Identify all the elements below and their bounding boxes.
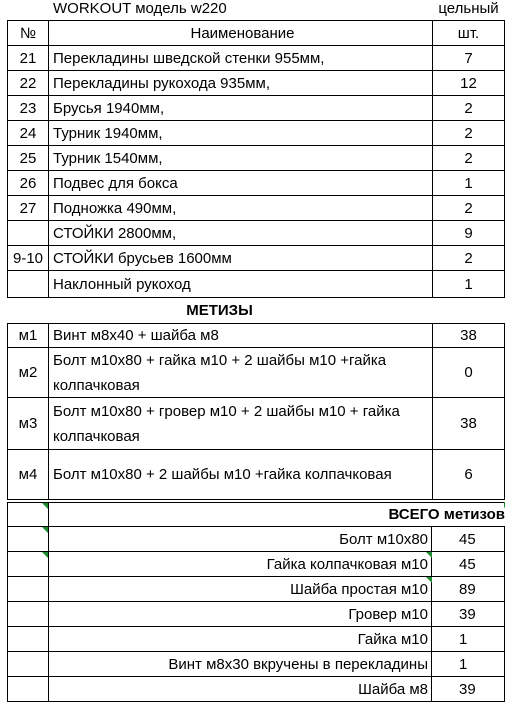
part-qty[interactable]: 12 — [432, 71, 505, 96]
totals-num[interactable] — [7, 627, 49, 652]
totals-qty[interactable]: 1 — [432, 627, 505, 652]
part-num[interactable]: 24 — [7, 121, 49, 146]
table-row — [0, 146, 510, 171]
totals-label[interactable]: Шайба м8 — [49, 677, 432, 702]
table-row — [0, 171, 510, 196]
part-num[interactable]: 27 — [7, 196, 49, 221]
table-row — [0, 527, 510, 552]
table-row — [0, 121, 510, 146]
table-row — [0, 196, 510, 221]
table-row — [0, 246, 510, 271]
part-num[interactable]: 25 — [7, 146, 49, 171]
comment-marker-icon — [42, 552, 48, 558]
totals-label[interactable]: Гайка м10 — [49, 627, 432, 652]
part-num[interactable]: 26 — [7, 171, 49, 196]
comment-marker-icon — [426, 577, 432, 583]
hardware-name[interactable]: Болт м10х80 + 2 шайбы м10 +гайка колпачковая — [49, 450, 432, 500]
part-qty[interactable]: 9 — [432, 221, 505, 246]
hardware-qty[interactable]: 38 — [432, 323, 505, 348]
part-name[interactable]: Перекладины рукохода 935мм, — [49, 71, 432, 96]
part-qty[interactable]: 2 — [432, 146, 505, 171]
part-qty[interactable]: 2 — [432, 246, 505, 271]
totals-label[interactable]: Гровер м10 — [49, 602, 432, 627]
part-qty[interactable]: 2 — [432, 96, 505, 121]
totals-empty-num[interactable] — [7, 502, 49, 527]
hardware-name[interactable]: Болт м10х80 + гровер м10 + 2 шайбы м10 + гайка колпачковая — [49, 398, 432, 450]
totals-label[interactable]: Винт м8х30 вкручены в перекладины — [49, 652, 432, 677]
table-row — [0, 652, 510, 677]
totals-title-edge — [504, 502, 505, 527]
part-name[interactable]: Подвес для бокса — [49, 171, 432, 196]
hardware-name[interactable]: Винт м8х40 + шайба м8 — [49, 323, 432, 348]
part-num[interactable] — [7, 271, 49, 298]
table-row — [0, 271, 510, 298]
part-name[interactable]: СТОЙКИ 2800мм, — [49, 221, 432, 246]
table-row — [0, 71, 510, 96]
part-name[interactable]: Турник 1540мм, — [49, 146, 432, 171]
part-num[interactable] — [7, 221, 49, 246]
table-row — [0, 602, 510, 627]
part-num[interactable]: 23 — [7, 96, 49, 121]
totals-qty[interactable]: 39 — [432, 602, 505, 627]
table-row — [0, 348, 510, 398]
hardware-num[interactable]: м1 — [7, 323, 49, 348]
table-row — [0, 221, 510, 246]
part-qty[interactable]: 1 — [432, 171, 505, 196]
part-qty[interactable]: 2 — [432, 121, 505, 146]
hardware-qty[interactable]: 38 — [432, 398, 505, 450]
totals-qty[interactable]: 39 — [432, 677, 505, 702]
comment-marker-icon — [42, 503, 48, 509]
totals-qty[interactable]: 45 — [432, 552, 505, 577]
table-row — [0, 677, 510, 702]
comment-marker-icon — [504, 502, 505, 508]
table-row — [0, 46, 510, 71]
table-row — [0, 323, 510, 348]
header-qty[interactable]: шт. — [432, 20, 505, 46]
table-row — [0, 398, 510, 450]
part-name[interactable]: Наклонный рукоход — [49, 271, 432, 298]
comment-marker-icon — [426, 552, 432, 558]
section-title-row — [0, 298, 510, 323]
totals-qty[interactable]: 45 — [432, 527, 505, 552]
hardware-qty[interactable]: 0 — [432, 348, 505, 398]
title-row — [0, 0, 510, 20]
part-qty[interactable]: 2 — [432, 196, 505, 221]
totals-num[interactable] — [7, 552, 49, 577]
table-row — [0, 450, 510, 500]
type-label: цельный — [438, 0, 499, 17]
totals-qty[interactable]: 1 — [432, 652, 505, 677]
column-header-row — [0, 20, 510, 46]
totals-num[interactable] — [7, 677, 49, 702]
hardware-num[interactable]: м3 — [7, 398, 49, 450]
table-row — [0, 96, 510, 121]
totals-title[interactable]: ВСЕГО метизов — [49, 502, 505, 527]
part-qty[interactable]: 7 — [432, 46, 505, 71]
hardware-num[interactable]: м4 — [7, 450, 49, 500]
totals-label[interactable]: Шайба простая м10 — [49, 577, 432, 602]
part-num[interactable]: 9-10 — [7, 246, 49, 271]
totals-title-row — [0, 502, 510, 527]
totals-num[interactable] — [7, 602, 49, 627]
part-name[interactable]: Подножка 490мм, — [49, 196, 432, 221]
part-name[interactable]: Перекладины шведской стенки 955мм, — [49, 46, 432, 71]
part-name[interactable]: Брусья 1940мм, — [49, 96, 432, 121]
table-row — [0, 577, 510, 602]
table-row — [0, 627, 510, 652]
totals-num[interactable] — [7, 527, 49, 552]
totals-label[interactable]: Болт м10х80 — [49, 527, 432, 552]
header-name[interactable]: Наименование — [49, 20, 432, 46]
totals-num[interactable] — [7, 577, 49, 602]
totals-qty[interactable]: 89 — [432, 577, 505, 602]
totals-label[interactable]: Гайка колпачковая м10 — [49, 552, 432, 577]
totals-num[interactable] — [7, 652, 49, 677]
header-num[interactable]: № — [7, 20, 49, 46]
hardware-num[interactable]: м2 — [7, 348, 49, 398]
hardware-qty[interactable]: 6 — [432, 450, 505, 500]
part-num[interactable]: 21 — [7, 46, 49, 71]
part-name[interactable]: СТОЙКИ брусьев 1600мм — [49, 246, 432, 271]
part-name[interactable]: Турник 1940мм, — [49, 121, 432, 146]
hardware-name[interactable]: Болт м10х80 + гайка м10 + 2 шайбы м10 +гайка колпачковая — [49, 348, 432, 398]
hardware-title: МЕТИЗЫ — [186, 302, 253, 319]
table-row — [0, 552, 510, 577]
part-qty[interactable]: 1 — [432, 271, 505, 298]
sheet-title: WORKOUT модель w220 — [53, 0, 227, 17]
part-num[interactable]: 22 — [7, 71, 49, 96]
comment-marker-icon — [42, 527, 48, 533]
